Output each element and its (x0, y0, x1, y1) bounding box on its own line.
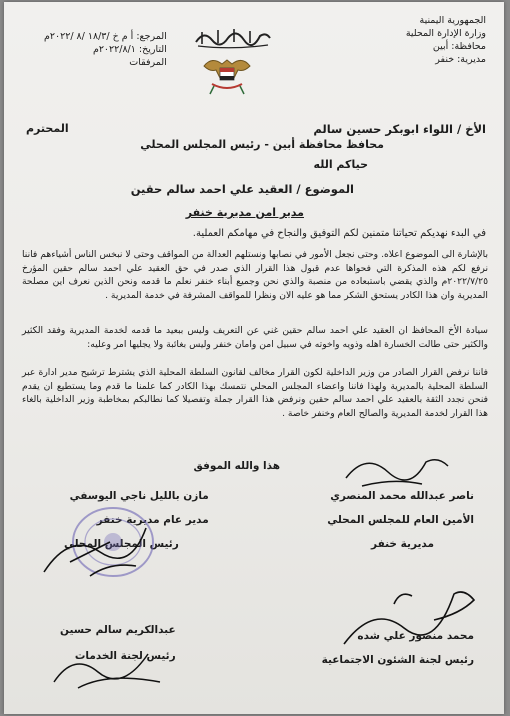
letter-page (4, 2, 504, 714)
paragraph-1: بالإشارة الى الموضوع اعلاه. وحتى نجعل الأمور في نصابها ونستلهم العدالة من المواقف وحتى لا نبخس الناس أشياءهم فاننا نرفع لكم هذه المذكرة التي فحواها عدم قبول هذا القرار الذي صدر في حق العقيد علي احمد سالم حقين المؤرخ ٢٠٢٢/٧/٢٥م والذي يقضي باستبعاده من منصبة والذي نحن وجميع أبناء خنفر نعلم ما قدمه ونحن الذين نعرف اين مصلحة المديرية وان هذا الكادر يستحق الشكر مما هو عليه الان ونظرا للمواقف المشرفة في خدمة المديرية . (22, 249, 488, 301)
signatory-title: رئيس لجنة الشئون الاجتماعية (321, 654, 474, 666)
signatory-title: رئيس المجلس المحلي (64, 538, 179, 550)
signatory-title: رئيس لجنة الخدمات (74, 650, 176, 662)
secretary-signature (342, 448, 452, 492)
header-line: مديرية: خنفر (435, 54, 486, 65)
subject-line: الموضوع / العقيد علي احمد سالم حقين (130, 182, 354, 196)
header-reference (44, 30, 167, 69)
social-affairs-signature (334, 584, 484, 654)
signatory-title: الأمين العام للمجلس المحلي (327, 514, 474, 526)
addressee-honorific: المحترم (26, 122, 69, 135)
date-line: التاريخ: ٢٠٢٢/٨/١م (92, 44, 167, 55)
header-ministry (406, 14, 486, 66)
signatory-name: عبدالكريم سالم حسين (60, 624, 176, 636)
attachments-line: المرفقات (129, 57, 167, 68)
paragraph-3: فاننا نرفض القرار الصادر من وزير الداخلية لكون القرار مخالف لقانون السلطة المحلية الذي يشترط ترشيح مدير ادارة عبر السلطة المحلية بالمديرية ولهذا فاننا واعضاء المجلس المحلي نتمسك بهذا الكادر كما علمنا ما قدم وما يستطيع ان يقدم فنحن نجدد الثقة بالعقيد علي احمد سالم حقين ونرفض هذا القرار جملة وتفصيلا كما نطالبكم بمخاطبة وزير الداخلية بالغاء هذا القرار لخدمة المديرية والصالح العام وخنفر خاصة . (22, 367, 488, 419)
opening-line: في البدء نهديكم تحياتنا متمنين لكم التوفيق والنجاح في مهامكم العملية. (192, 228, 486, 239)
signatory-title: مدير عام مديرية خنفر (96, 514, 209, 526)
header-line: الجمهورية اليمنية (419, 15, 486, 26)
signatory-name: مازن بالليل ناجي اليوسفي (69, 490, 209, 502)
signatory-title: مديرية خنفر (371, 538, 434, 550)
addressee-title: محافظ محافظة أبين - رئيس المجلس المحلي (140, 138, 384, 151)
signatory-name: محمد منصور علي شده (357, 630, 474, 642)
services-signature (48, 642, 168, 692)
signatory-name: ناصر عبدالله محمد المنصري (330, 490, 474, 502)
closing-line: هذا والله الموفق (193, 460, 280, 472)
bismillah-calligraphy (194, 24, 272, 50)
header-line: وزارة الإدارة المحلية (405, 28, 486, 39)
signatory-secretary-general (327, 490, 474, 550)
reference-line: المرجع: أ م خ /١٨/٣ /٨ /٢٠٢٢م (44, 31, 167, 42)
subject-role: مدير امن مديرية خنفر (185, 206, 304, 219)
greeting: حياكم الله (313, 158, 368, 171)
director-signature (40, 522, 150, 582)
header-line: محافظة: أبين (432, 41, 486, 52)
paragraph-2: سيادة الأخ المحافظ ان العقيد علي احمد سالم حقين غني عن التعريف وليس ببعيد ما قدمه لخدمة المديرية وفقد الكثير والكثير حتى طالت الخسارة اهله وذويه واخوته في سبيل امن وامان خنفر وليس بغائبة ولا يجليها امر وعليه: (22, 325, 488, 350)
addressee-name: الأخ / اللواء ابوبكر حسين سالم (313, 122, 486, 136)
yemen-eagle-emblem (198, 52, 256, 98)
